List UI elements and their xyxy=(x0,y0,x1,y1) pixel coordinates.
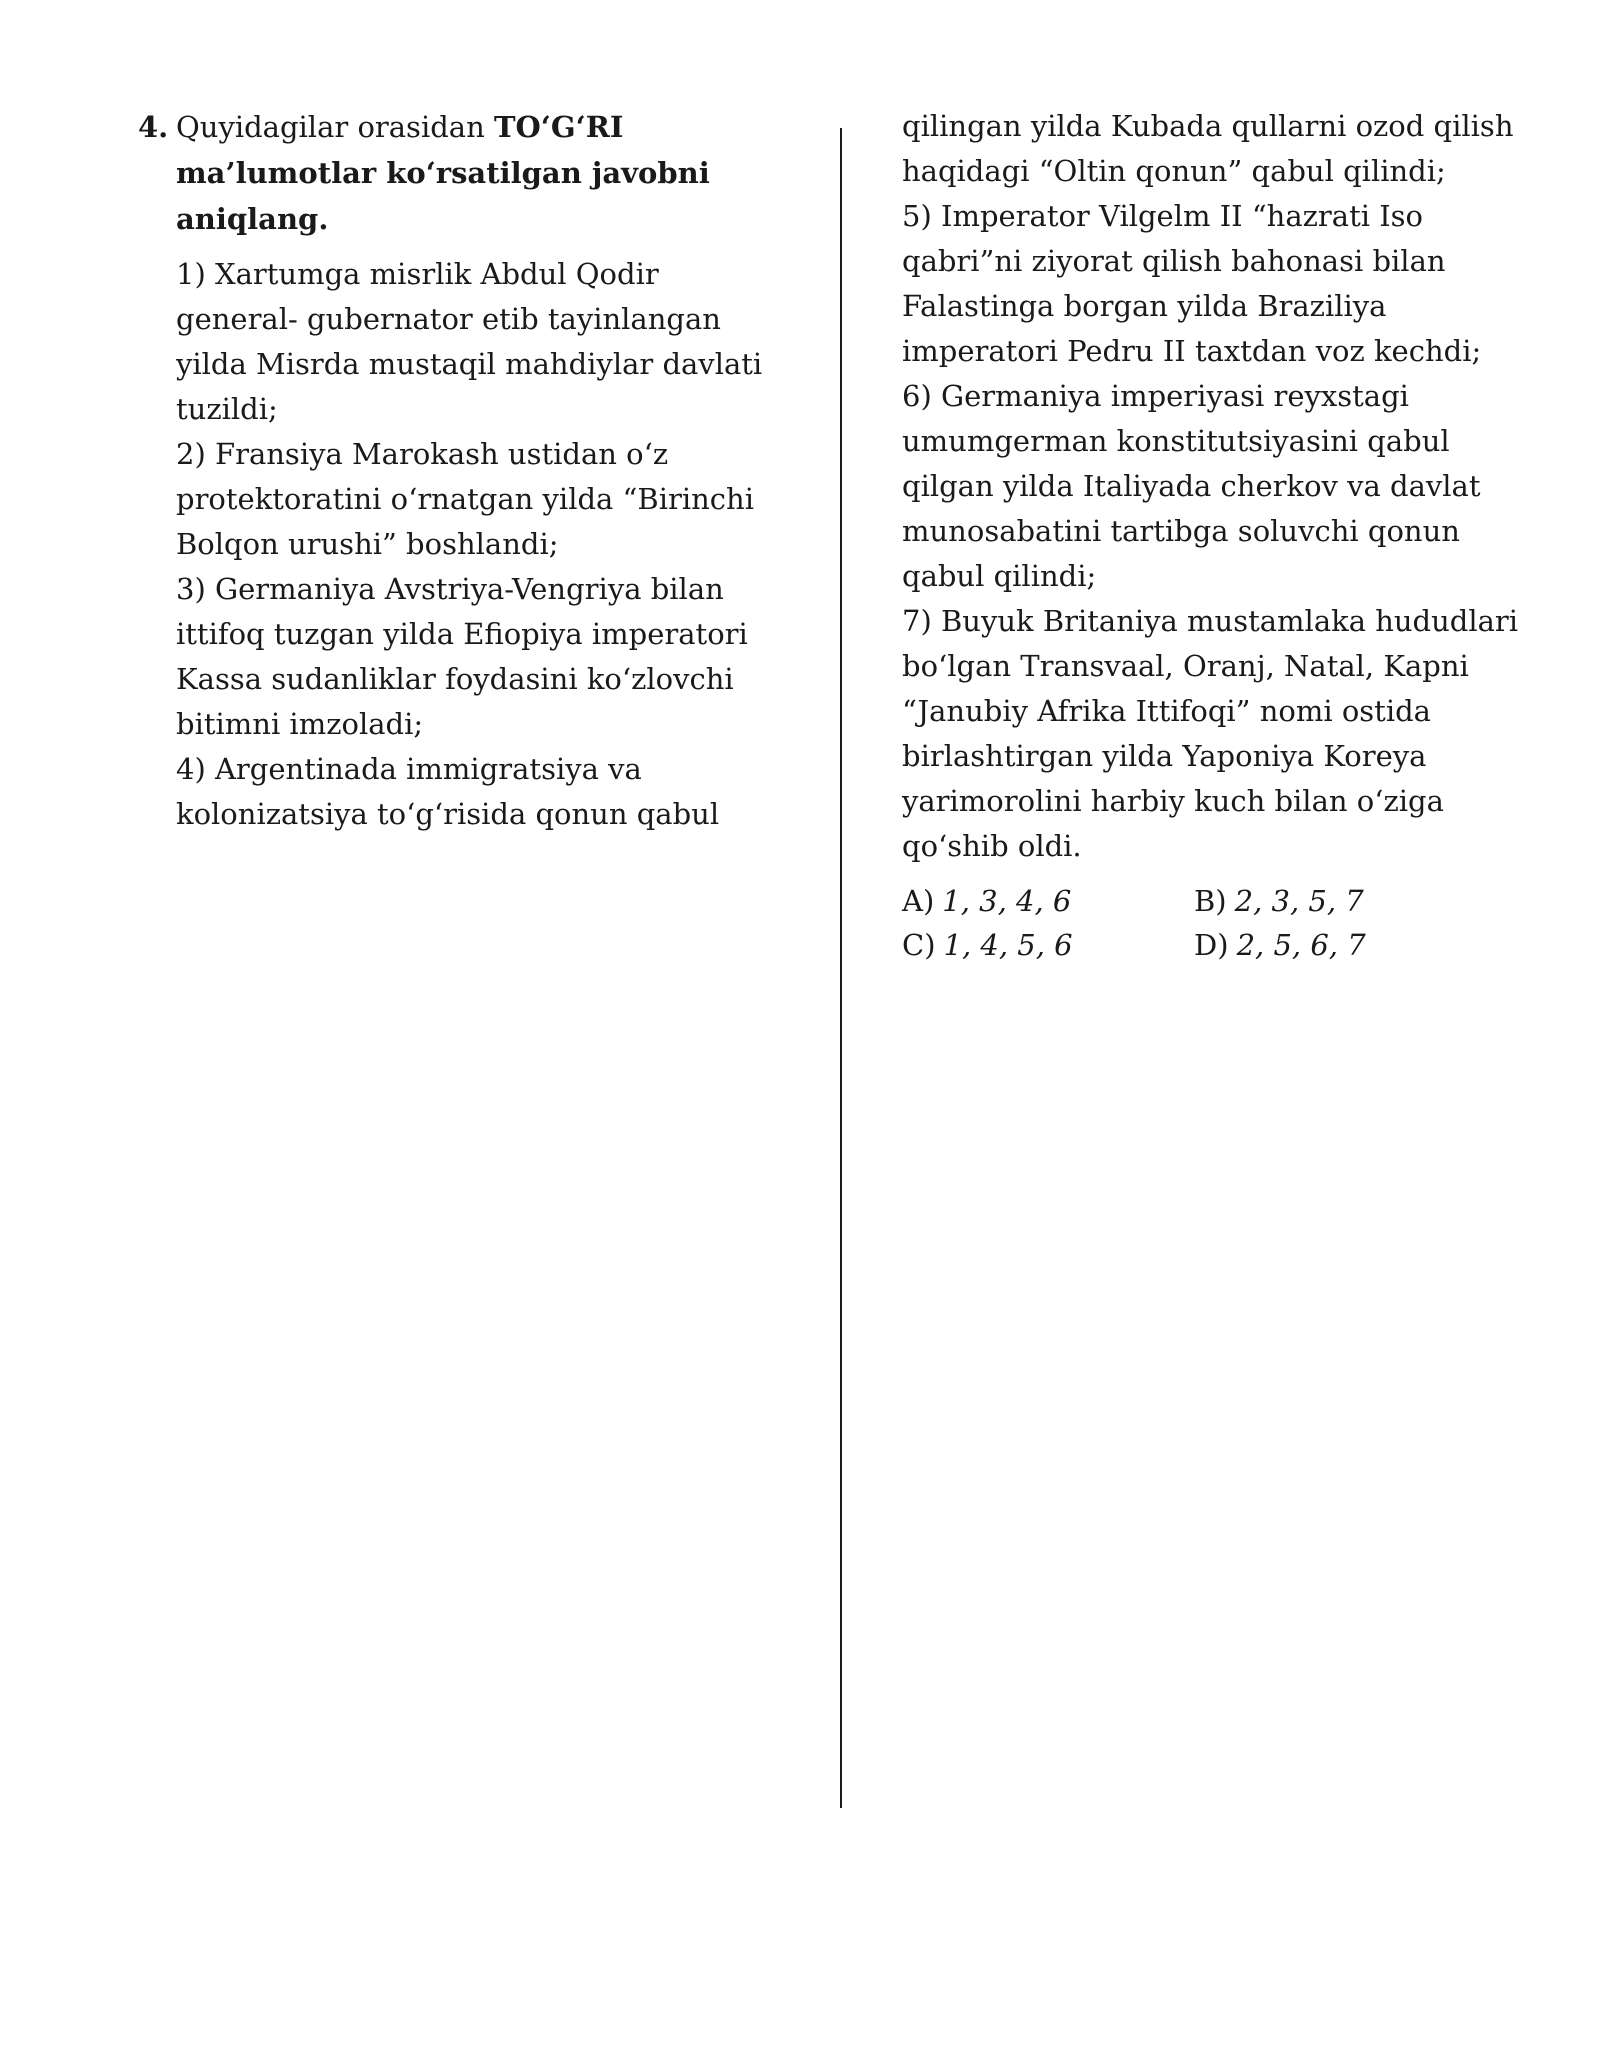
statement-6: 6) Germaniya imperiyasi reyxstagi umumgerman konstitutsiyasini qabul qilgan yilda Italiyada cherkov va davlat munosabatini tartibga soluvchi qonun qabul qilindi; xyxy=(902,379,1481,593)
statement-1: 1) Xartumga misrlik Abdul Qodir general- gubernator etib tayinlangan yilda Misrda mustaqil mahdiylar davlati tuzildi; xyxy=(176,257,763,426)
question-number: 4. xyxy=(138,110,169,144)
answer-option-c[interactable] xyxy=(902,923,1194,967)
answer-value-b: 2, 3, 5, 7 xyxy=(1234,884,1364,918)
right-column xyxy=(902,104,1542,967)
statement-4-end: qilingan yilda Kubada qullarni ozod qilish haqidagi “Oltin qonun” qabul qilindi; xyxy=(902,109,1514,188)
statement-2: 2) Fransiya Marokash ustidan o‘z protektoratini o‘rnatgan yilda “Birinchi Bolqon urushi” boshlandi; xyxy=(176,437,754,561)
column-divider xyxy=(840,128,842,1808)
statement-list-left xyxy=(176,252,788,837)
question-stem-bold: ma’lumotlar ko‘rsatilgan javobni aniqlang. xyxy=(176,156,710,236)
statement-4-start: 4) Argentinada immigratsiya va kolonizatsiya to‘g‘risida qonun qabul xyxy=(176,752,720,831)
question-stem xyxy=(176,104,788,242)
answer-letter-a: A) xyxy=(902,884,935,918)
question-stem-emphasis: TO‘G‘RI xyxy=(493,110,624,144)
answer-option-d[interactable] xyxy=(1194,923,1486,967)
question-header xyxy=(138,104,788,242)
statement-7: 7) Buyuk Britaniya mustamlaka hududlari bo‘lgan Transvaal, Oranj, Natal, Kapni “Janubiy Afrika Ittifoqi” nomi ostida birlashtirgan yilda Yaponiya Koreya yarimorolini harbiy kuch bilan o‘ziga qo‘shib oldi. xyxy=(902,604,1519,863)
question-stem-plain: Quyidagilar orasidan xyxy=(176,110,485,144)
answer-letter-d: D) xyxy=(1194,928,1229,962)
answer-option-b[interactable] xyxy=(1194,879,1486,923)
statement-list-right xyxy=(902,104,1542,869)
left-column xyxy=(138,104,788,837)
statement-3: 3) Germaniya Avstriya-Vengriya bilan ittifoq tuzgan yilda Efiopiya imperatori Kassa sudanliklar foydasini ko‘zlovchi bitimni imzoladi; xyxy=(176,572,748,741)
answer-letter-b: B) xyxy=(1194,884,1227,918)
answer-option-a[interactable] xyxy=(902,879,1194,923)
answer-value-a: 1, 3, 4, 6 xyxy=(942,884,1072,918)
answer-options xyxy=(902,879,1542,967)
answer-value-c: 1, 4, 5, 6 xyxy=(943,928,1073,962)
statement-5: 5) Imperator Vilgelm II “hazrati Iso qabri”ni ziyorat qilish bahonasi bilan Falastinga borgan yilda Braziliya imperatori Pedru II taxtdan voz kechdi; xyxy=(902,199,1482,368)
answer-letter-c: C) xyxy=(902,928,936,962)
answer-value-d: 2, 5, 6, 7 xyxy=(1236,928,1366,962)
